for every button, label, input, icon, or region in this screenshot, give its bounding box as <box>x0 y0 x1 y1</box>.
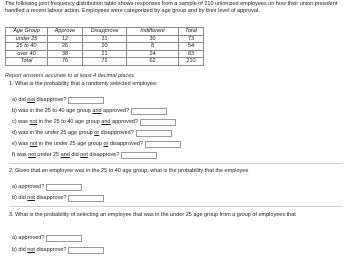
question-2-text: 2. Given that an employee was in the 25 to 40 age group, what is the probability that the employee <box>9 168 249 174</box>
table-row <box>6 58 204 66</box>
q1a-label: a) did not disapprove? <box>12 97 67 104</box>
table-row <box>6 50 204 58</box>
row-label: over 40 <box>6 50 48 58</box>
q3b-row <box>12 247 104 254</box>
q3a-answer-input[interactable] <box>46 235 82 242</box>
q1d-label: d) was in the under 25 age group or disapproved? <box>12 130 134 137</box>
col-header-disapprove: Disapprove <box>83 28 127 36</box>
col-header-approve: Approve <box>48 28 83 36</box>
row-label: under 25 <box>6 35 48 43</box>
q3a-row <box>12 235 82 242</box>
q2b-answer-input[interactable] <box>68 195 104 202</box>
q1b-row <box>12 108 167 115</box>
table-cell: 26 <box>48 43 83 51</box>
accuracy-note: Report answers accurate to at least 4 decimal places. <box>5 73 136 79</box>
q2a-row <box>12 184 82 191</box>
table-row <box>6 43 204 51</box>
table-row <box>6 35 204 43</box>
q1f-row <box>12 152 157 159</box>
problem-intro: The following joint frequency distribution table shows responses from a sample of 210 unionized employees on how their union president handled a recent labour action. Employees were categorized by age group and by their level of approval. <box>5 1 338 15</box>
row-label: Total <box>6 58 48 66</box>
q1c-answer-input[interactable] <box>140 119 176 126</box>
table-cell: 83 <box>179 50 204 58</box>
q1d-answer-input[interactable] <box>136 130 172 137</box>
q1b-answer-input[interactable] <box>131 108 167 115</box>
col-header-indifferent: Indifferent <box>127 28 179 36</box>
col-header-age-group: Age Group <box>6 28 48 36</box>
q1e-row <box>12 141 181 148</box>
table-cell: 210 <box>179 58 204 66</box>
q1e-answer-input[interactable] <box>145 141 181 148</box>
q1a-answer-input[interactable] <box>68 97 104 104</box>
question-1-text: 1. What is the probability that a randomly selected employee: <box>9 81 158 87</box>
section-divider <box>9 163 343 164</box>
q3b-answer-input[interactable] <box>68 247 104 254</box>
question-3-text: 3. What is the probability of selecting an employee that was in the under 25 age group from a group of employees that <box>9 212 296 218</box>
col-header-total: Total <box>179 28 204 36</box>
table-cell: 76 <box>48 58 83 66</box>
table-cell: 21 <box>83 50 127 58</box>
table-cell: 72 <box>83 58 127 66</box>
table-cell: 20 <box>83 43 127 51</box>
table-cell: 38 <box>48 50 83 58</box>
table-cell: 31 <box>83 35 127 43</box>
q3a-label: a) approved? <box>12 235 45 242</box>
q1b-label: b) was in the 25 to 40 age group and approved? <box>12 108 130 115</box>
q3b-label: b) did not disapprove? <box>12 247 67 254</box>
q1e-label: e) was not in the under 25 age group or disapproved? <box>12 141 143 148</box>
table-cell: 54 <box>179 43 204 51</box>
q1c-row <box>12 119 176 126</box>
q2b-label: b) did not disapprove? <box>12 195 67 202</box>
q1d-row <box>12 130 172 137</box>
section-divider <box>9 206 343 207</box>
table-cell: 8 <box>127 43 179 51</box>
q1c-label: c) was not in the 25 to 40 age group and approved? <box>12 119 139 126</box>
row-label: 25 to 40 <box>6 43 48 51</box>
table-cell: 12 <box>48 35 83 43</box>
table-cell: 24 <box>127 50 179 58</box>
table-cell: 73 <box>179 35 204 43</box>
table-cell: 30 <box>127 35 179 43</box>
q2a-label: a) approved? <box>12 184 45 191</box>
table-cell: 62 <box>127 58 179 66</box>
q1f-label: f) was not under 25 and did not disapprove? <box>12 152 120 159</box>
q1a-row <box>12 97 104 104</box>
q2a-answer-input[interactable] <box>46 184 82 191</box>
q1f-answer-input[interactable] <box>121 152 157 159</box>
q2b-row <box>12 195 104 202</box>
frequency-table <box>5 27 204 66</box>
table-header-row <box>6 28 204 36</box>
